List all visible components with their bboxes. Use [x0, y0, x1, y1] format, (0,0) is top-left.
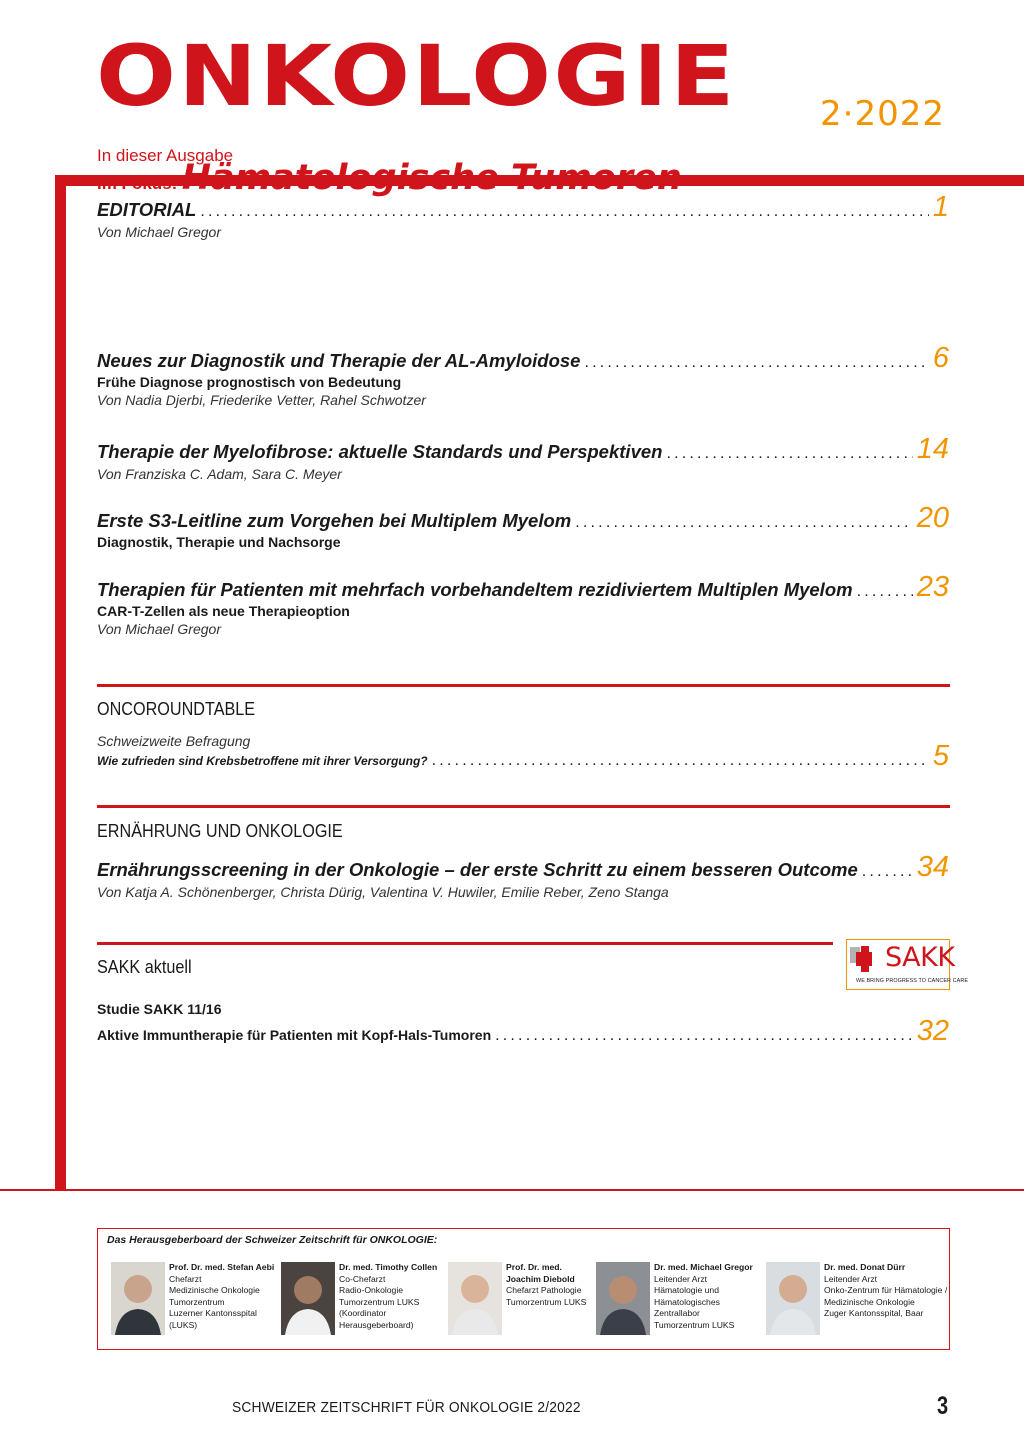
- toc-entry[interactable]: [97, 573, 949, 637]
- footer-page-number: 3: [937, 1392, 949, 1420]
- portrait-photo: [766, 1262, 820, 1335]
- member-details: Chefarzt Pathologie Tumorzentrum LUKS: [506, 1285, 587, 1307]
- section-rule: [97, 684, 950, 687]
- entry-author: Von Nadia Djerbi, Friederike Vetter, Rahel Schwotzer: [97, 392, 426, 408]
- entry-title: Wie zufrieden sind Krebsbetroffene mit ihrer Versorgung?: [97, 754, 428, 768]
- section-rule: [97, 805, 950, 808]
- sakk-logo: [846, 939, 969, 990]
- portrait-photo: [281, 1262, 335, 1335]
- member-details: Co-Chefarzt Radio-Onkologie Tumorzentrum LUKS (Koordinator Herausgeberboard): [339, 1273, 420, 1330]
- sakk-logo-text: SAKK: [885, 942, 955, 973]
- leader-dots: [200, 203, 929, 221]
- focus-title: Hämatologische Tumoren: [181, 158, 682, 198]
- entry-subtitle: Frühe Diagnose prognostisch von Bedeutung: [97, 374, 402, 390]
- section-title-sakk: SAKK aktuell: [97, 957, 192, 977]
- member-name: Prof. Dr. med. Joachim Diebold: [506, 1262, 575, 1284]
- entry-page-number: 32: [916, 1015, 949, 1047]
- portrait-photo: [111, 1262, 165, 1335]
- member-details: Leitender Arzt Onko-Zentrum für Hämatologie / Medizinische Onkologie Zuger Kantonsspital, Baar: [824, 1273, 948, 1319]
- member-name: Prof. Dr. med. Stefan Aebi: [169, 1262, 275, 1272]
- entry-author: Von Michael Gregor: [97, 621, 221, 637]
- entry-author: Von Michael Gregor: [97, 224, 221, 240]
- section-title-nutrition: ERNÄHRUNG UND ONKOLOGIE: [97, 821, 343, 841]
- entry-author: Von Franziska C. Adam, Sara C. Meyer: [97, 466, 342, 482]
- leader-dots: [862, 863, 913, 881]
- leader-dots: [857, 583, 913, 601]
- entry-title: Aktive Immuntherapie für Patienten mit Kopf-Hals-Tumoren: [97, 1027, 492, 1043]
- toc-entry[interactable]: [97, 853, 949, 900]
- member-details: Chefarzt Medizinische Onkologie Tumorzentrum Luzerner Kantonsspital (LUKS): [169, 1273, 260, 1330]
- portrait-photo: [448, 1262, 502, 1335]
- journal-title: ONKOLOGIE: [96, 27, 737, 125]
- page-subtitle: In dieser Ausgabe: [97, 146, 234, 165]
- leader-dots: [432, 752, 929, 770]
- toc-entry[interactable]: [97, 435, 949, 482]
- entry-page-number: 23: [916, 571, 949, 603]
- entry-title: Therapien für Patienten mit mehrfach vorbehandeltem rezidiviertem Multiplen Myelom: [97, 579, 853, 600]
- entry-page-number: 34: [916, 851, 949, 883]
- entry-title: Neues zur Diagnostik und Therapie der AL-Amyloidose: [97, 350, 581, 371]
- member-name: Dr. med. Timothy Collen: [339, 1262, 438, 1272]
- member-name: Dr. med. Michael Gregor: [654, 1262, 753, 1272]
- section-rule: [97, 942, 833, 945]
- focus-label: Im Fokus:: [97, 174, 178, 193]
- entry-title: Erste S3-Leitline zum Vorgehen bei Multiplem Myelom: [97, 510, 572, 531]
- sakk-logo-tagline: WE BRING PROGRESS TO CANCER CARE: [856, 978, 969, 984]
- toc-entry[interactable]: [97, 344, 949, 408]
- entry-title: EDITORIAL: [97, 199, 197, 220]
- editorial-board: [97, 1228, 950, 1350]
- entry-subtitle: Diagnostik, Therapie und Nachsorge: [97, 534, 341, 550]
- sakk-study: Studie SAKK 11/16: [97, 1001, 222, 1017]
- entry-title: Therapie der Myelofibrose: aktuelle Standards und Perspektiven: [97, 441, 663, 462]
- leader-dots: [575, 514, 913, 532]
- entry-subtitle: CAR-T-Zellen als neue Therapieoption: [97, 603, 350, 619]
- section-title-oncoroundtable: ONCOROUNDTABLE: [97, 699, 256, 719]
- issue-number: 2·2022: [820, 94, 945, 134]
- toc-entry[interactable]: [97, 742, 949, 771]
- board-title: Das Herausgeberboard der Schweizer Zeitschrift für ONKOLOGIE:: [107, 1234, 438, 1246]
- leader-dots: [666, 445, 912, 463]
- member-name: Dr. med. Donat Dürr: [824, 1262, 906, 1272]
- toc-entry[interactable]: [97, 1001, 949, 1046]
- frame-left-bar: [55, 175, 66, 1191]
- toc-entry[interactable]: [97, 193, 949, 240]
- footer-journal-name: SCHWEIZER ZEITSCHRIFT FÜR ONKOLOGIE 2/2022: [232, 1399, 581, 1416]
- portrait-photo: [596, 1262, 650, 1335]
- focus-heading: [97, 158, 682, 198]
- entry-page-number: 6: [932, 342, 949, 374]
- frame-bottom-rule: [0, 1189, 1024, 1191]
- oncoroundtable-kicker: Schweizweite Befragung: [97, 733, 251, 749]
- entry-page-number: 5: [932, 740, 949, 772]
- member-details: Leitender Arzt Hämatologie und Hämatologisches Zentrallabor Tumorzentrum LUKS: [654, 1273, 735, 1330]
- entry-title: Ernährungsscreening in der Onkologie – der erste Schritt zu einem besseren Outcome: [97, 859, 858, 880]
- leader-dots: [584, 354, 928, 372]
- entry-page-number: 20: [916, 502, 949, 534]
- toc-entry[interactable]: [97, 504, 949, 550]
- leader-dots: [495, 1027, 913, 1045]
- entry-page-number: 14: [916, 433, 949, 465]
- entry-page-number: 1: [932, 191, 949, 223]
- entry-author: Von Katja A. Schönenberger, Christa Dürig, Valentina V. Huwiler, Emilie Reber, Zeno Stanga: [97, 884, 669, 900]
